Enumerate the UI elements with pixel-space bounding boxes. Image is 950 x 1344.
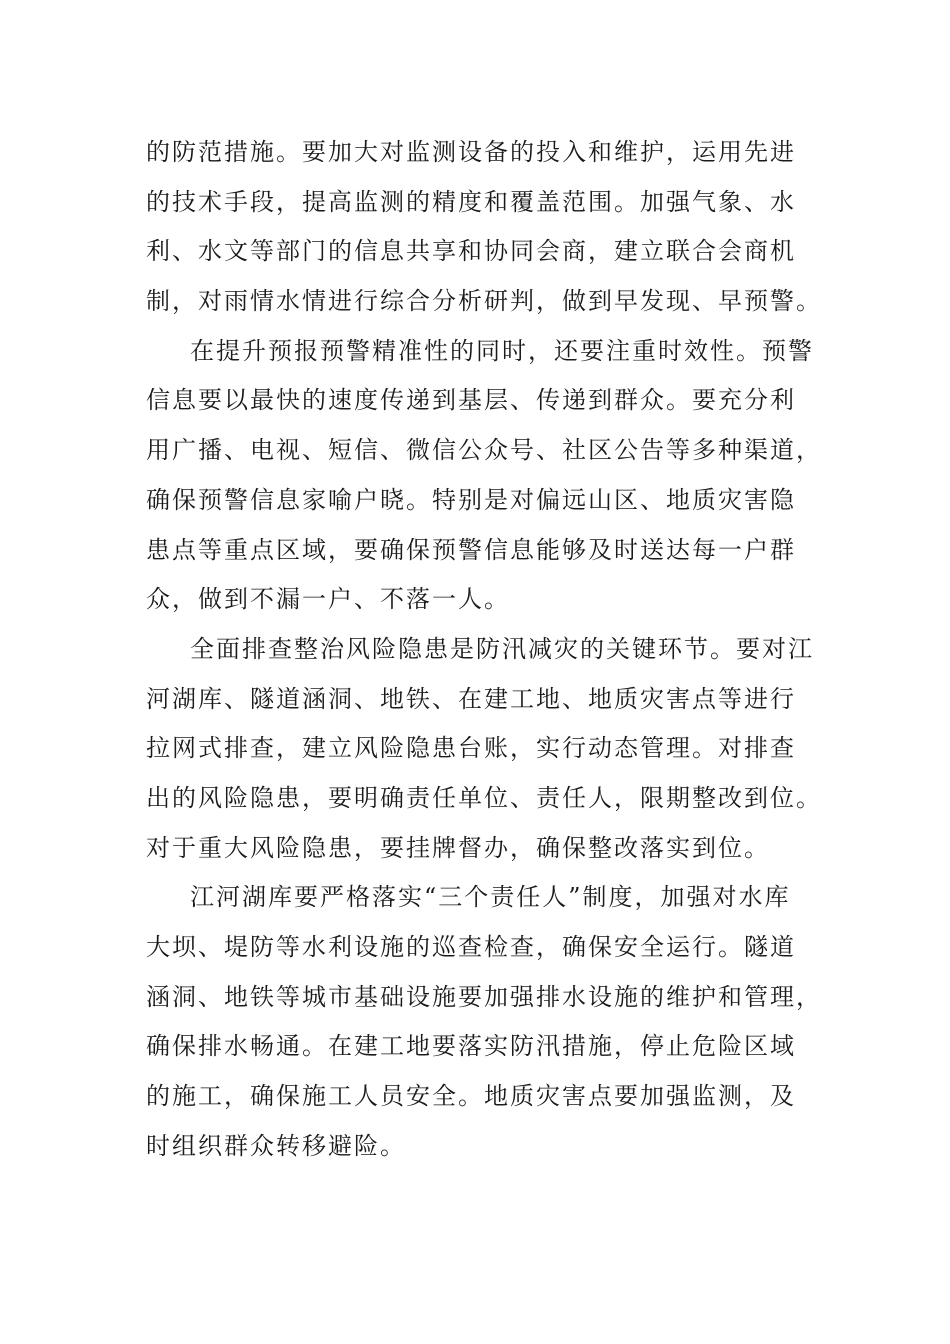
text-line: 确保排水畅通。在建工地要落实防汛措施，停止危险区域 [146,1032,796,1061]
text-line: 患点等重点区域，要确保预警信息能够及时送达每一户群 [146,535,796,564]
text-line: 的技术手段，提高监测的精度和覆盖范围。加强气象、水 [146,187,796,216]
text-line: 拉网式排查，建立风险隐患台账，实行动态管理。对排查 [146,734,796,763]
text-line: 确保预警信息家喻户晓。特别是对偏远山区、地质灾害隐 [146,485,796,514]
text-line: 大坝、堤防等水利设施的巡查检查，确保安全运行。隧道 [146,933,796,961]
text-line: 信息要以最快的速度传递到基层、传递到群众。要充分利 [146,386,796,415]
text-line: 制，对雨情水情进行综合分析研判，做到早发现、早预警。 [146,287,822,316]
paragraph-start-line: 在提升预报预警精准性的同时，还要注重时效性。预警 [190,336,814,365]
paragraph-start-line: 全面排查整治风险隐患是防汛减灾的关键环节。要对江 [190,634,814,663]
text-line: 河湖库、隧道涵洞、地铁、在建工地、地质灾害点等进行 [146,684,796,713]
text-line: 的防范措施。要加大对监测设备的投入和维护，运用先进 [146,138,796,166]
paragraph-start-line: 江河湖库要严格落实“三个责任人”制度，加强对水库 [190,883,791,912]
text-line: 用广播、电视、短信、微信公众号、社区公告等多种渠道， [146,436,822,465]
document-body [146,128,822,1171]
text-line: 出的风险隐患，要明确责任单位、责任人，限期整改到位。 [146,783,822,812]
text-line: 利、水文等部门的信息共享和协同会商，建立联合会商机 [146,237,796,266]
text-line: 众，做到不漏一户、不落一人。 [146,585,510,614]
text-line: 的施工，确保施工人员安全。地质灾害点要加强监测，及 [146,1082,796,1111]
text-line: 对于重大风险隐患，要挂牌督办，确保整改落实到位。 [146,833,770,862]
text-line: 时组织群众转移避险。 [146,1131,406,1160]
text-line: 涵洞、地铁等城市基础设施要加强排水设施的维护和管理， [146,982,822,1011]
